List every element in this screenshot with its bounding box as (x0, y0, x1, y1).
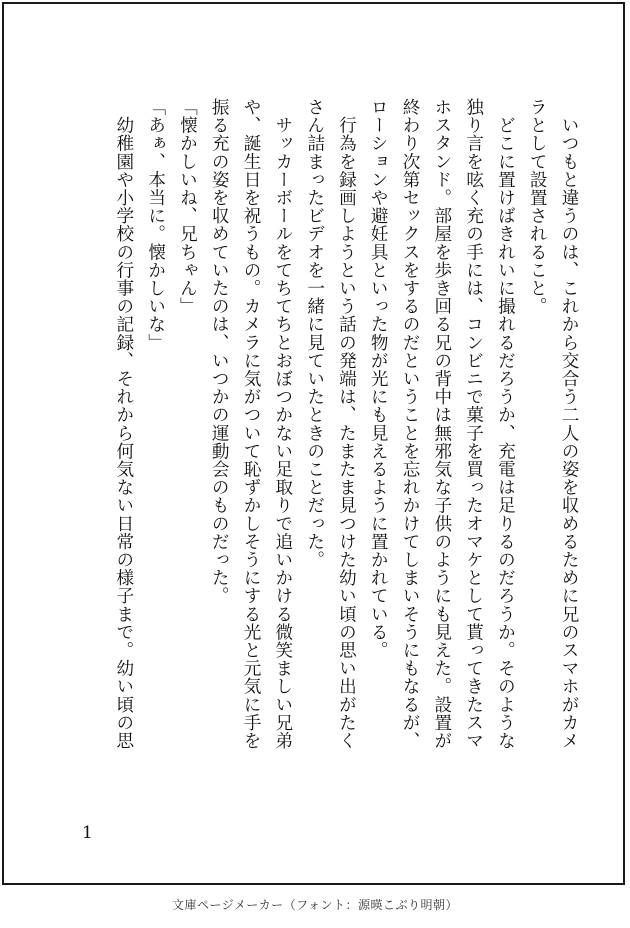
text-line: ローションや避妊具といった物が光にも見えるように置かれている。 (368, 98, 389, 660)
page-number: 1 (82, 823, 93, 843)
text-line: 「あぁ、本当に。懐かしいな」 (145, 98, 166, 352)
vertical-text-block (107, 98, 584, 828)
text-line: 幼稚園や小学校の行事の記録、それから何気ない日常の様子まで。幼い頃の思 (113, 98, 134, 750)
text-line: 振る充の姿を収めていたのは、いつかの運動会のものだった。 (209, 98, 230, 605)
text-line: 独り言を呟く充の手には、コンビニで菓子を買ったオマケとして貰ってきたスマ (463, 98, 484, 750)
text-line: どこに置けばきれいに撮れるだろうか、充電は足りるのだろうか。そのような (495, 98, 516, 750)
text-line: や、誕生日を祝うもの。カメラに気がついて恥ずかしそうにする光と元気に手を (241, 98, 262, 750)
text-line: いつもと違うのは、これから交合う二人の姿を収めるために兄のスマホがカメ (559, 98, 579, 750)
text-line: 行為を録画しようという話の発端は、たまたま見つけた幼い頃の思い出がたく (336, 98, 357, 750)
text-line: ホスタンド。部屋を歩き回る兄の背中は無邪気な子供のようにも見えた。設置が (431, 98, 452, 750)
text-line: サッカーボールをてちてちとおぼつかない足取りで追いかける微笑ましい兄弟 (272, 98, 293, 750)
text-line: 「懐かしいね、兄ちゃん」 (177, 98, 198, 316)
text-line: 終わり次第セックスをするのだということを忘れかけてしまいそうにもなるが、 (400, 98, 421, 750)
footer-credit: 文庫ページメーカー（フォント：源暎こぶり明朝） (171, 898, 459, 912)
text-line: さん詰まったビデオを一緒に見ていたときのことだった。 (304, 98, 325, 569)
text-line: ラとして設置されること。 (527, 98, 548, 316)
